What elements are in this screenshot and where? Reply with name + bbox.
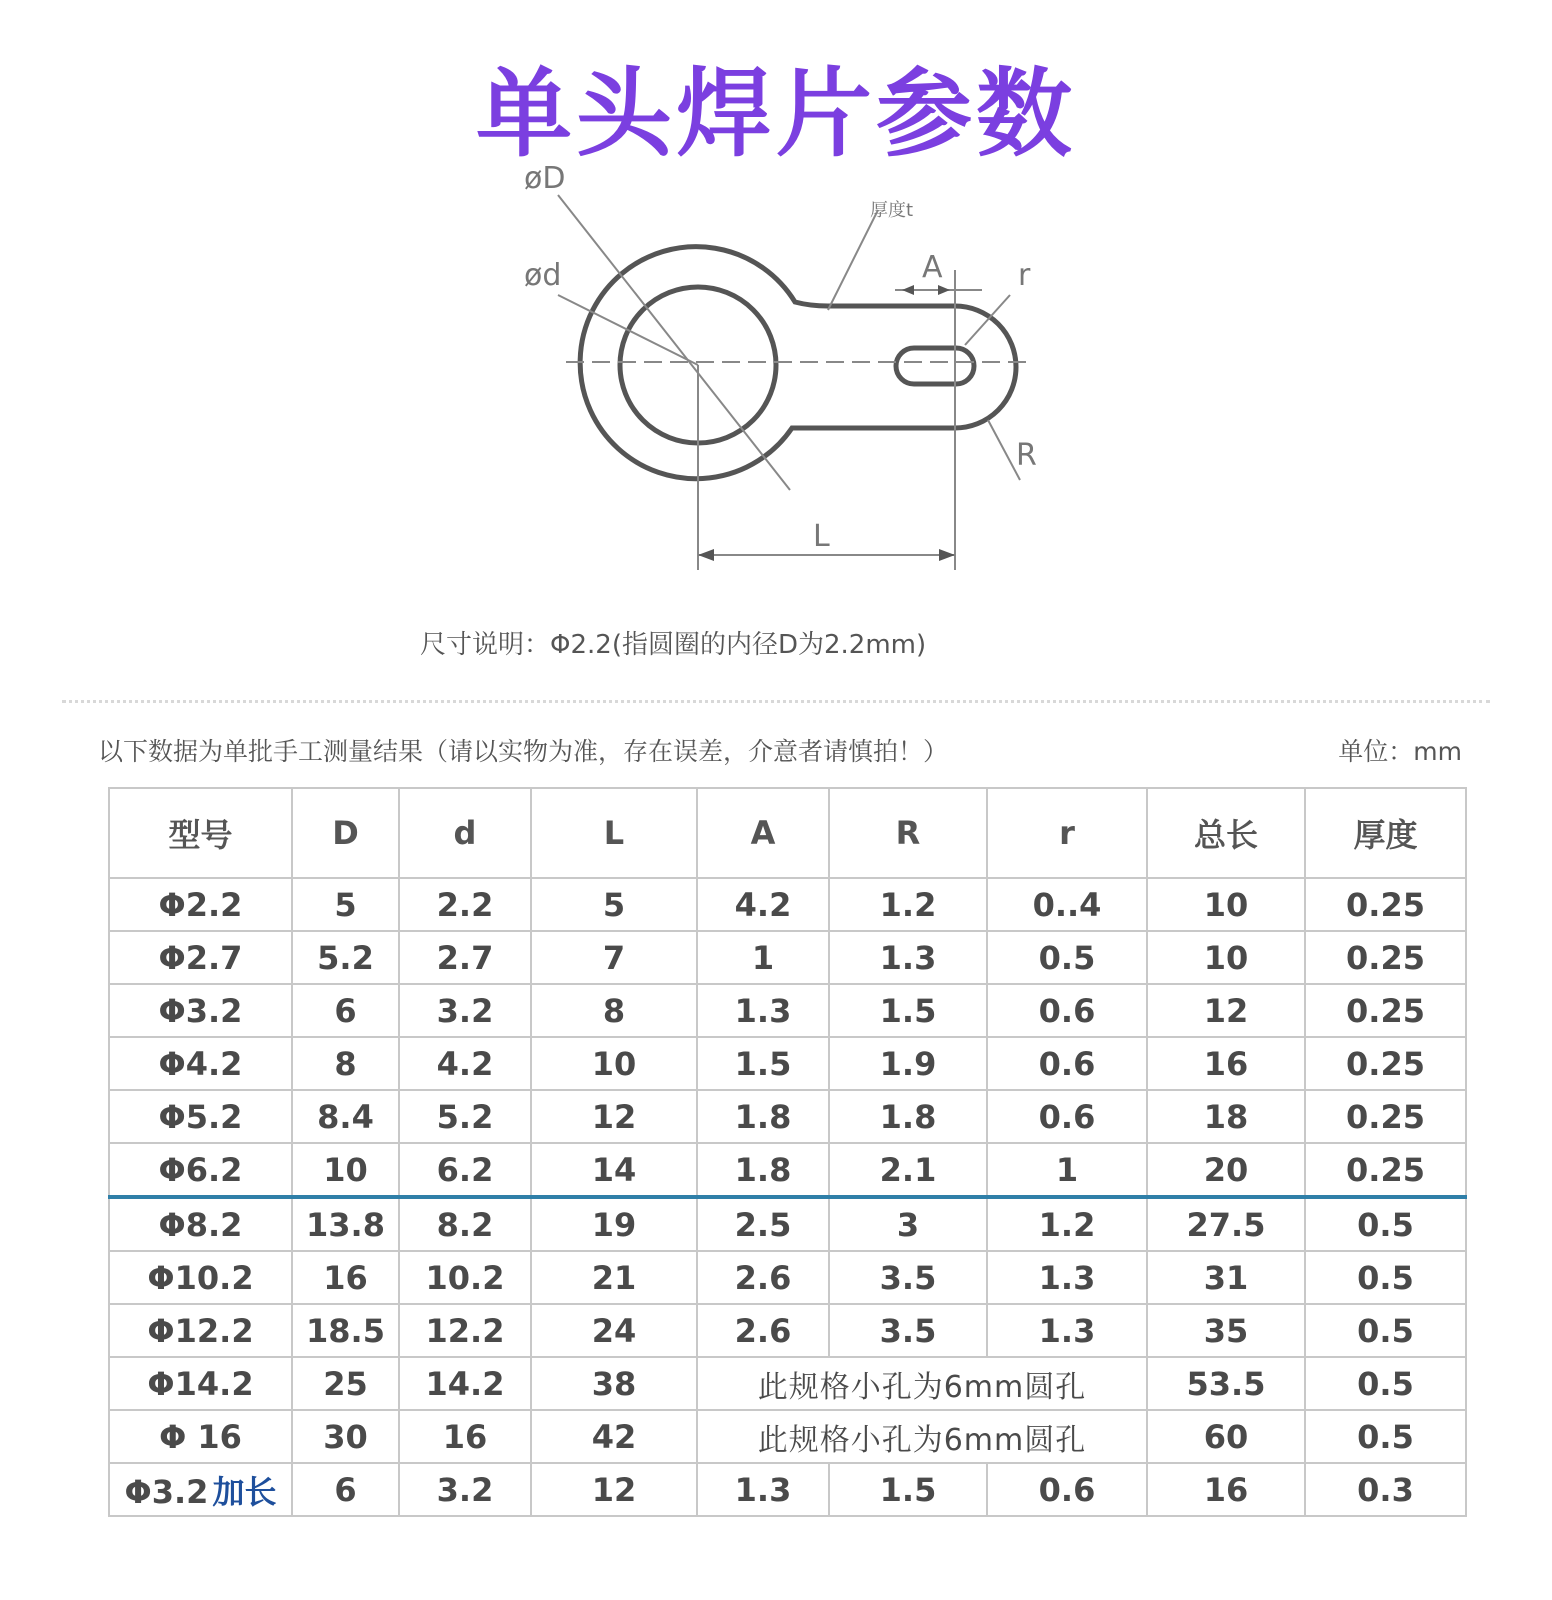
table-row [109,1357,1466,1410]
table-row [109,1251,1466,1304]
cell-d: 2.2 [399,878,531,931]
cell-L: 38 [531,1357,697,1410]
cell-L: 7 [531,931,697,984]
cell-thickness: 0.5 [1305,1357,1466,1410]
cell-model: Φ12.2 [109,1304,292,1357]
cell-thickness: 0.5 [1305,1197,1466,1251]
cell-total: 10 [1147,878,1305,931]
cell-A: 1 [697,931,829,984]
cell-L: 10 [531,1037,697,1090]
cell-L: 19 [531,1197,697,1251]
cell-d: 4.2 [399,1037,531,1090]
cell-D: 30 [292,1410,399,1463]
header-thickness: 厚度 [1305,788,1466,878]
table-row [109,1037,1466,1090]
unit-label: 单位：mm [1338,737,1462,766]
header-d: d [399,788,531,878]
cell-A: 1.8 [697,1090,829,1143]
table-header-row [109,788,1466,878]
cell-total: 18 [1147,1090,1305,1143]
cell-model: Φ 16 [109,1410,292,1463]
cell-model: Φ2.7 [109,931,292,984]
cell-R: 1.5 [829,1463,987,1516]
spec-table [108,787,1467,1517]
table-row [109,1197,1466,1251]
cell-d: 3.2 [399,984,531,1037]
cell-thickness: 0.25 [1305,1090,1466,1143]
cell-r: 0..4 [987,878,1147,931]
cell-D: 8.4 [292,1090,399,1143]
table-row [109,878,1466,931]
cell-total: 53.5 [1147,1357,1305,1410]
table-row [109,1410,1466,1463]
cell-d: 14.2 [399,1357,531,1410]
cell-L: 24 [531,1304,697,1357]
header-D: D [292,788,399,878]
cell-A: 1.3 [697,1463,829,1516]
cell-A: 2.5 [697,1197,829,1251]
cell-R: 1.5 [829,984,987,1037]
cell-total: 31 [1147,1251,1305,1304]
cell-A: 2.6 [697,1251,829,1304]
cell-L: 5 [531,878,697,931]
cell-D: 6 [292,984,399,1037]
label-l: L [813,519,830,554]
cell-d: 5.2 [399,1090,531,1143]
cell-L: 8 [531,984,697,1037]
cell-thickness: 0.25 [1305,984,1466,1037]
cell-total: 12 [1147,984,1305,1037]
cell-d: 2.7 [399,931,531,984]
cell-L: 12 [531,1463,697,1516]
label-big-r: R [1016,438,1037,473]
cell-r: 0.6 [987,984,1147,1037]
cell-model: Φ2.2 [109,878,292,931]
cell-r: 1.3 [987,1251,1147,1304]
cell-model: Φ4.2 [109,1037,292,1090]
cell-r: 0.6 [987,1463,1147,1516]
cell-r: 1.3 [987,1304,1147,1357]
table-row [109,1463,1466,1516]
cell-d: 8.2 [399,1197,531,1251]
table-row [109,1090,1466,1143]
cell-L: 42 [531,1410,697,1463]
dotted-divider [62,700,1490,703]
cell-L: 14 [531,1143,697,1197]
cell-d: 10.2 [399,1251,531,1304]
label-outer-diameter: øD [524,161,566,196]
cell-r: 0.5 [987,931,1147,984]
table-row [109,1143,1466,1197]
header-R: R [829,788,987,878]
cell-R: 3 [829,1197,987,1251]
cell-A: 1.8 [697,1143,829,1197]
cell-d: 16 [399,1410,531,1463]
label-a: A [922,250,943,285]
cell-d: 3.2 [399,1463,531,1516]
label-thickness: 厚度t [870,200,914,221]
cell-A: 1.3 [697,984,829,1037]
cell-r: 0.6 [987,1090,1147,1143]
cell-r: 1 [987,1143,1147,1197]
page-title: 单头焊片参数 [476,58,1076,170]
cell-thickness: 0.5 [1305,1304,1466,1357]
cell-thickness: 0.25 [1305,878,1466,931]
cell-thickness: 0.25 [1305,1143,1466,1197]
cell-total: 10 [1147,931,1305,984]
cell-R: 1.8 [829,1090,987,1143]
cell-L: 21 [531,1251,697,1304]
cell-total: 16 [1147,1463,1305,1516]
header-r: r [987,788,1147,878]
cell-model: Φ8.2 [109,1197,292,1251]
table-row [109,1304,1466,1357]
cell-D: 13.8 [292,1197,399,1251]
cell-note: 此规格小孔为6mm圆孔 [697,1357,1147,1410]
cell-R: 3.5 [829,1251,987,1304]
cell-D: 5 [292,878,399,931]
cell-model: Φ10.2 [109,1251,292,1304]
table-row [109,931,1466,984]
cell-L: 12 [531,1090,697,1143]
label-inner-diameter: ød [524,258,562,293]
cell-model: Φ14.2 [109,1357,292,1410]
model-suffix-extended: 加长 [212,1472,277,1511]
cell-R: 1.2 [829,878,987,931]
cell-model: Φ5.2 [109,1090,292,1143]
cell-thickness: 0.3 [1305,1463,1466,1516]
header-model: 型号 [109,788,292,878]
cell-A: 1.5 [697,1037,829,1090]
cell-thickness: 0.5 [1305,1410,1466,1463]
header-total-length: 总长 [1147,788,1305,878]
table-row [109,984,1466,1037]
cell-d: 12.2 [399,1304,531,1357]
cell-thickness: 0.25 [1305,1037,1466,1090]
cell-d: 6.2 [399,1143,531,1197]
cell-total: 16 [1147,1037,1305,1090]
cell-total: 27.5 [1147,1197,1305,1251]
cell-D: 10 [292,1143,399,1197]
slot-hole [896,348,974,384]
cell-model [109,1463,292,1516]
dimension-note: 尺寸说明：Φ2.2(指圆圈的内径D为2.2mm) [420,630,927,660]
cell-A: 4.2 [697,878,829,931]
cell-D: 16 [292,1251,399,1304]
cell-thickness: 0.5 [1305,1251,1466,1304]
model-value: Φ3.2 [124,1472,209,1511]
cell-r: 0.6 [987,1037,1147,1090]
cell-r: 1.2 [987,1197,1147,1251]
cell-model: Φ3.2 [109,984,292,1037]
cell-total: 20 [1147,1143,1305,1197]
measurement-notice: 以下数据为单批手工测量结果（请以实物为准，存在误差，介意者请慎拍！） [98,737,949,766]
cell-D: 18.5 [292,1304,399,1357]
header-L: L [531,788,697,878]
label-small-r: r [1018,258,1031,293]
cell-thickness: 0.25 [1305,931,1466,984]
cell-R: 3.5 [829,1304,987,1357]
cell-R: 2.1 [829,1143,987,1197]
cell-D: 6 [292,1463,399,1516]
cell-note: 此规格小孔为6mm圆孔 [697,1410,1147,1463]
cell-D: 5.2 [292,931,399,984]
cell-total: 60 [1147,1410,1305,1463]
cell-R: 1.9 [829,1037,987,1090]
cell-total: 35 [1147,1304,1305,1357]
cell-D: 25 [292,1357,399,1410]
header-A: A [697,788,829,878]
solder-lug-diagram [510,150,1070,590]
cell-D: 8 [292,1037,399,1090]
cell-R: 1.3 [829,931,987,984]
cell-model: Φ6.2 [109,1143,292,1197]
cell-A: 2.6 [697,1304,829,1357]
